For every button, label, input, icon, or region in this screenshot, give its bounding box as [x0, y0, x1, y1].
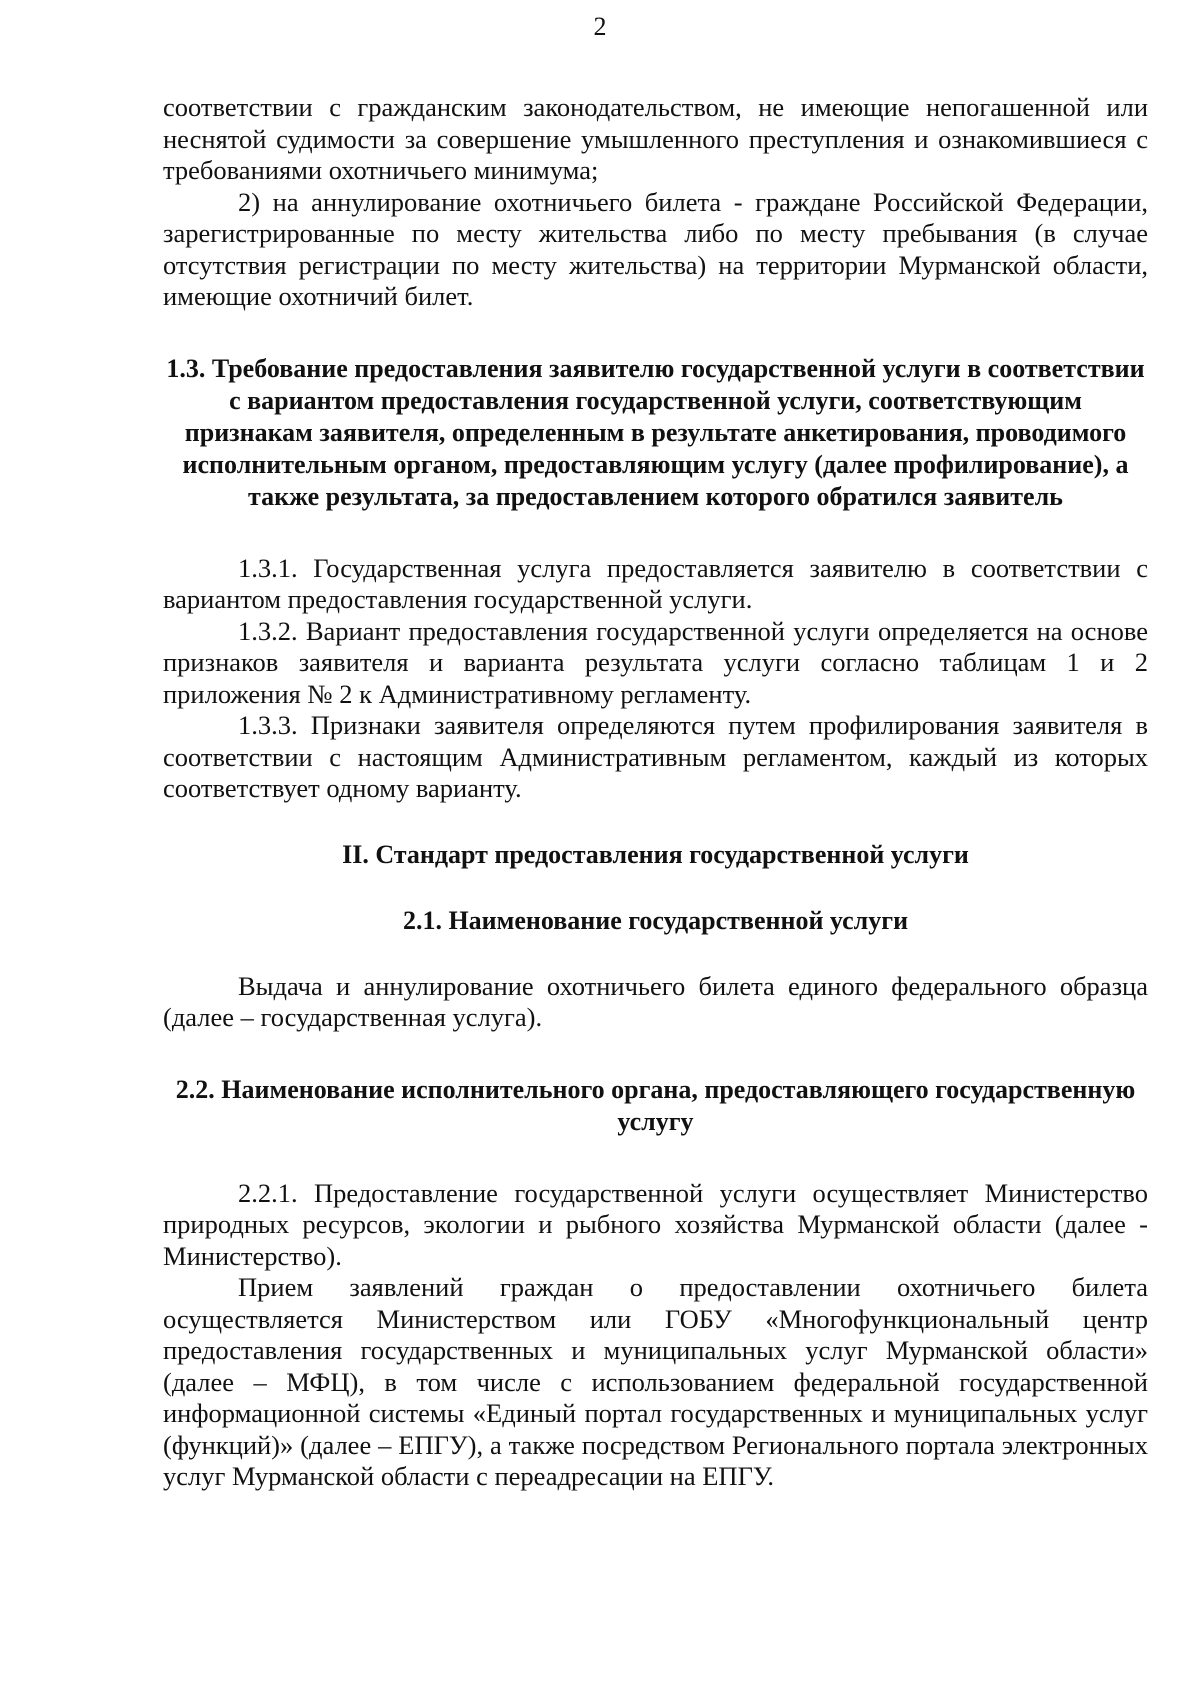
paragraph-annulment-applicants: 2) на аннулирование охотничьего билета - граждане Российской Федерации, зарегистрированные по месту жительства либо по месту пребывания (в случае отсутствия регистрации по месту жительства) на территории Мурманской области, имеющие охотничий билет.: [163, 186, 1148, 311]
paragraph-1-3-2: 1.3.2. Вариант предоставления государственной услуги определяется на основе признаков заявителя и варианта результата услуги согласно таблицам 1 и 2 приложения № 2 к Административному регламенту.: [163, 615, 1148, 709]
paragraph-applications-reception: Прием заявлений граждан о предоставлении охотничьего билета осуществляется Министерством или ГОБУ «Многофункциональный центр предоставления государственных и муниципальных услуг Мурманской области» (далее – МФЦ), в том числе с использованием федеральной государственной информационной системы «Единый портал государственных и муниципальных услуг (функций)» (далее – ЕПГУ), а также посредством Регионального портала электронных услуг Мурманской области с переадресации на ЕПГУ.: [163, 1272, 1148, 1491]
paragraph-continuation: соответствии с гражданским законодательством, не имеющие непогашенной или неснятой судимости за совершение умышленного преступления и ознакомившиеся с требованиями охотничьего минимума;: [163, 92, 1148, 185]
paragraph-1-3-1: 1.3.1. Государственная услуга предоставляется заявителю в соответствии с вариантом предоставления государственной услуги.: [163, 552, 1148, 614]
section-heading-1-3: 1.3. Требование предоставления заявителю государственной услуги в соответствии с вариантом предоставления государственной услуги, соответствующим признакам заявителя, определенным в результате анкетирования, проводимого исполнительным органом, предоставляющим услугу (далее профилирование), а также результата, за предоставлением которого обратился заявитель: [166, 353, 1145, 511]
paragraph-2-1: Выдача и аннулирование охотничьего билета единого федерального образца (далее – государственная услуга).: [163, 970, 1148, 1032]
section-heading-2-2: 2.2. Наименование исполнительного органа, предоставляющего государственную услугу: [175, 1074, 1136, 1136]
document-body: [163, 92, 1148, 1493]
page-number: 2: [593, 12, 607, 41]
paragraph-1-3-3: 1.3.3. Признаки заявителя определяются путем профилирования заявителя в соответствии с настоящим Административным регламентом, каждый из которых соответствует одному варианту.: [163, 710, 1148, 803]
section-heading-2-1: 2.1. Наименование государственной услуги: [402, 905, 909, 935]
chapter-heading-II: II. Стандарт предоставления государственной услуги: [342, 839, 969, 869]
paragraph-2-2-1: 2.2.1. Предоставление государственной услуги осуществляет Министерство природных ресурсов, экологии и рыбного хозяйства Мурманской области (далее - Министерство).: [163, 1177, 1148, 1271]
